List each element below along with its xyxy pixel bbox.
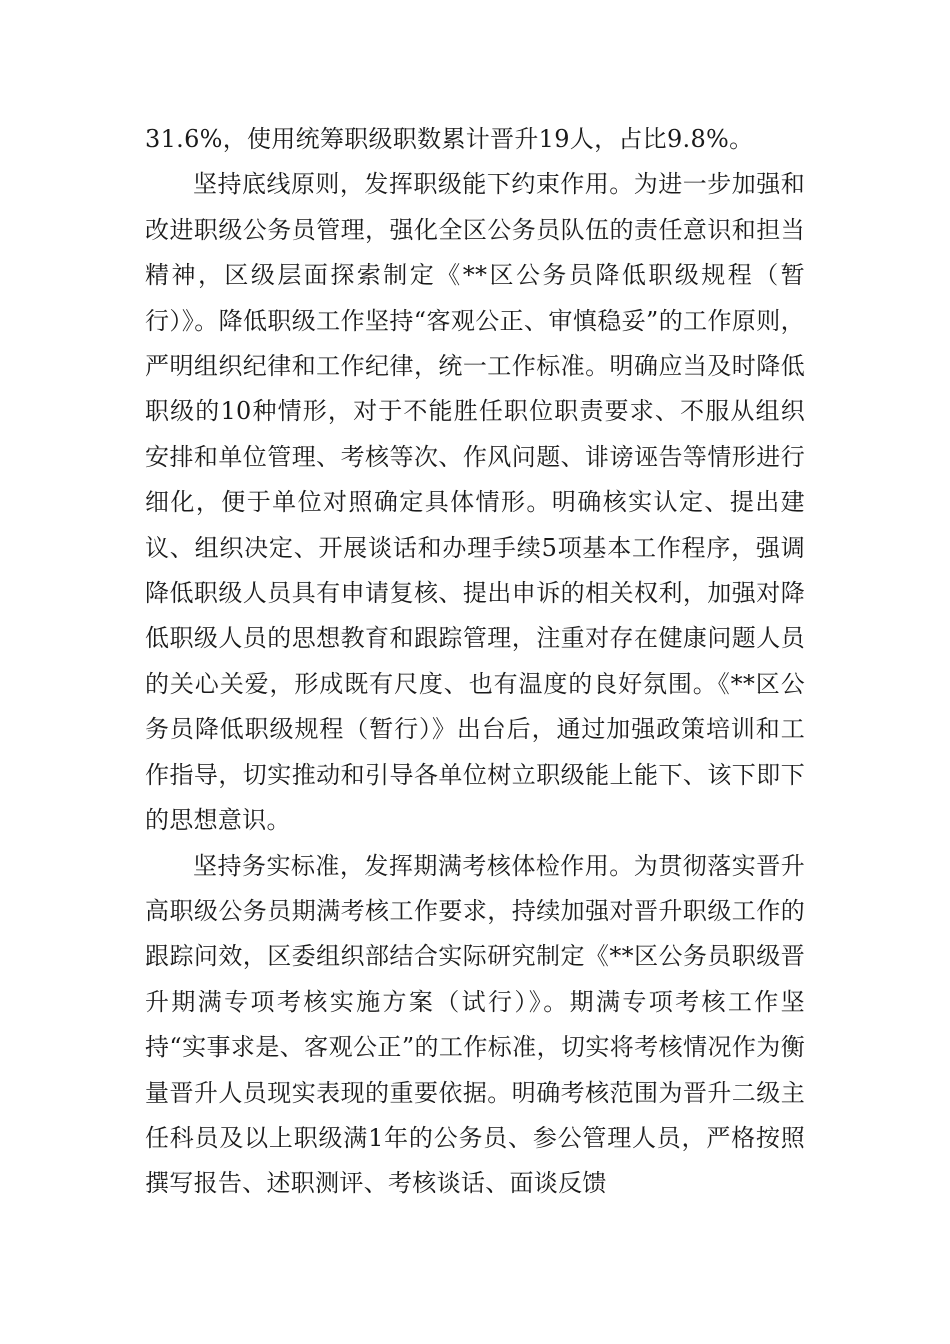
document-body: [145, 117, 805, 1207]
paragraph-statistics-continuation: 31.6%，使用统筹职级职数累计晋升19人，占比9.8%。: [145, 125, 754, 153]
paragraph-practical-standard: 坚持务实标准，发挥期满考核体检作用。为贯彻落实晋升高职级公务员期满考核工作要求，持续加强对晋升职级工作的跟踪问效，区委组织部结合实际研究制定《**区公务员职级晋升期满专项考核实施方案（试行）》。期满专项考核工作坚持“实事求是、客观公正”的工作标准，切实将考核情况作为衡量晋升人员现实表现的重要依据。明确考核范围为晋升二级主任科员及以上职级满1年的公务员、参公管理人员，严格按照撰写报告、述职测评、考核谈话、面谈反馈: [145, 851, 805, 1198]
paragraph-bottom-line-principle: 坚持底线原则，发挥职级能下约束作用。为进一步加强和改进职级公务员管理，强化全区公务员队伍的责任意识和担当精神，区级层面探索制定《**区公务员降低职级规程（暂行）》。降低职级工作坚持“客观公正、审慎稳妥”的工作原则，严明组织纪律和工作纪律，统一工作标准。明确应当及时降低职级的10种情形，对于不能胜任职位职责要求、不服从组织安排和单位管理、考核等次、作风问题、诽谤诬告等情形进行细化，便于单位对照确定具体情形。明确核实认定、提出建议、组织决定、开展谈话和办理手续5项基本工作程序，强调降低职级人员具有申请复核、提出申诉的相关权利，加强对降低职级人员的思想教育和跟踪管理，注重对存在健康问题人员的关心关爱，形成既有尺度、也有温度的良好氛围。《**区公务员降低职级规程（暂行）》出台后，通过加强政策培训和工作指导，切实推动和引导各单位树立职级能上能下、该下即下的思想意识。: [145, 170, 805, 835]
